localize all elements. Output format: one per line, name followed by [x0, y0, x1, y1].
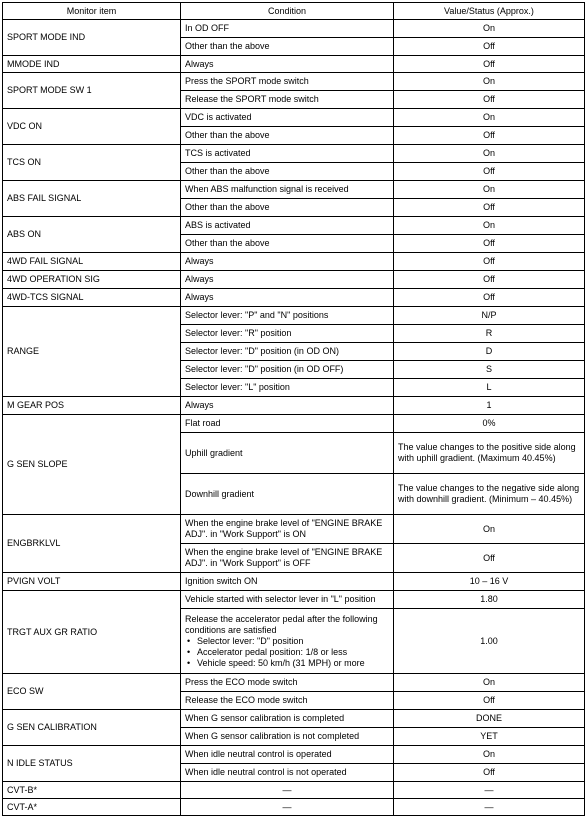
condition-cell: Always	[181, 253, 394, 271]
condition-cell: Other than the above	[181, 199, 394, 217]
value-cell: D	[394, 343, 585, 361]
condition-intro-text: Release the accelerator pedal after the following conditions are satisfied	[185, 613, 378, 635]
condition-cell: When idle neutral control is not operated	[181, 764, 394, 782]
value-cell: On	[394, 73, 585, 91]
value-cell: On	[394, 181, 585, 199]
table-row	[3, 674, 585, 692]
value-cell: Off	[394, 692, 585, 710]
condition-cell: Selector lever: "D" position (in OD ON)	[181, 343, 394, 361]
table-header-row	[3, 3, 585, 20]
table-row	[3, 56, 585, 73]
monitor-item-cell: TCS ON	[3, 145, 181, 181]
condition-cell: In OD OFF	[181, 20, 394, 38]
value-cell: Off	[394, 764, 585, 782]
monitor-item-table	[2, 2, 585, 816]
value-cell: Off	[394, 56, 585, 73]
condition-cell: Other than the above	[181, 38, 394, 56]
value-cell: 10 – 16 V	[394, 573, 585, 591]
condition-cell: Other than the above	[181, 127, 394, 145]
value-cell: On	[394, 746, 585, 764]
condition-cell: When G sensor calibration is not completed	[181, 728, 394, 746]
table-row	[3, 746, 585, 764]
table-row	[3, 253, 585, 271]
condition-cell: TCS is activated	[181, 145, 394, 163]
monitor-item-cell: CVT-B*	[3, 782, 181, 799]
condition-cell: —	[181, 799, 394, 816]
table-row	[3, 515, 585, 544]
condition-cell: When ABS malfunction signal is received	[181, 181, 394, 199]
value-cell: On	[394, 674, 585, 692]
monitor-item-cell: SPORT MODE SW 1	[3, 73, 181, 109]
table-row	[3, 710, 585, 728]
condition-cell: Selector lever: "R" position	[181, 325, 394, 343]
header-value-status: Value/Status (Approx.)	[394, 3, 585, 20]
value-cell: R	[394, 325, 585, 343]
monitor-item-cell: M GEAR POS	[3, 397, 181, 415]
monitor-item-cell: VDC ON	[3, 109, 181, 145]
condition-cell: VDC is activated	[181, 109, 394, 127]
condition-cell: When the engine brake level of "ENGINE BRAKE ADJ". in "Work Support" is OFF	[181, 544, 394, 573]
list-item: • Accelerator pedal position: 1/8 or less	[185, 647, 389, 658]
list-item: • Vehicle speed: 50 km/h (31 MPH) or more	[185, 658, 389, 669]
value-cell: Off	[394, 91, 585, 109]
condition-cell: ABS is activated	[181, 217, 394, 235]
table-row	[3, 217, 585, 235]
list-item: • Selector lever: "D" position	[185, 636, 389, 647]
monitor-item-cell: 4WD OPERATION SIG	[3, 271, 181, 289]
condition-cell: Release the SPORT mode switch	[181, 91, 394, 109]
header-condition: Condition	[181, 3, 394, 20]
table-row	[3, 289, 585, 307]
table-row	[3, 799, 585, 816]
monitor-item-cell: G SEN CALIBRATION	[3, 710, 181, 746]
value-cell: The value changes to the positive side along with uphill gradient. (Maximum 40.45%)	[394, 433, 585, 474]
table-row	[3, 73, 585, 91]
value-cell: On	[394, 145, 585, 163]
value-cell: Off	[394, 235, 585, 253]
table-row	[3, 573, 585, 591]
value-cell: On	[394, 217, 585, 235]
table-row	[3, 397, 585, 415]
monitor-item-cell: SPORT MODE IND	[3, 20, 181, 56]
monitor-item-cell: ABS FAIL SIGNAL	[3, 181, 181, 217]
table-row	[3, 271, 585, 289]
condition-cell: Selector lever: "L" position	[181, 379, 394, 397]
condition-cell: Press the ECO mode switch	[181, 674, 394, 692]
value-cell: YET	[394, 728, 585, 746]
table-row	[3, 20, 585, 38]
value-cell: Off	[394, 163, 585, 181]
condition-cell: When G sensor calibration is completed	[181, 710, 394, 728]
value-cell: Off	[394, 253, 585, 271]
monitor-item-cell: RANGE	[3, 307, 181, 397]
value-cell: Off	[394, 271, 585, 289]
value-cell: Off	[394, 127, 585, 145]
condition-cell: When idle neutral control is operated	[181, 746, 394, 764]
table-row	[3, 109, 585, 127]
monitor-item-cell: CVT-A*	[3, 799, 181, 816]
value-cell: N/P	[394, 307, 585, 325]
condition-cell: Release the ECO mode switch	[181, 692, 394, 710]
condition-cell: Ignition switch ON	[181, 573, 394, 591]
value-cell: S	[394, 361, 585, 379]
value-cell: On	[394, 20, 585, 38]
condition-cell: Selector lever: "P" and "N" positions	[181, 307, 394, 325]
table-row	[3, 782, 585, 799]
value-cell: —	[394, 799, 585, 816]
condition-cell: Other than the above	[181, 235, 394, 253]
condition-cell: Always	[181, 397, 394, 415]
value-cell: Off	[394, 544, 585, 573]
table-row	[3, 181, 585, 199]
table-row	[3, 415, 585, 433]
value-cell: Off	[394, 289, 585, 307]
condition-cell: Always	[181, 271, 394, 289]
condition-cell: Selector lever: "D" position (in OD OFF)	[181, 361, 394, 379]
value-cell: Off	[394, 199, 585, 217]
condition-cell: Press the SPORT mode switch	[181, 73, 394, 91]
condition-cell: Always	[181, 56, 394, 73]
monitor-item-cell: ABS ON	[3, 217, 181, 253]
monitor-item-cell: TRGT AUX GR RATIO	[3, 591, 181, 674]
value-cell: Off	[394, 38, 585, 56]
value-cell: L	[394, 379, 585, 397]
value-cell: 1.00	[394, 609, 585, 674]
value-cell: The value changes to the negative side along with downhill gradient. (Minimum – 40.45%)	[394, 474, 585, 515]
condition-cell: When the engine brake level of "ENGINE BRAKE ADJ". in "Work Support" is ON	[181, 515, 394, 544]
condition-cell: Vehicle started with selector lever in "L" position	[181, 591, 394, 609]
monitor-item-cell: PVIGN VOLT	[3, 573, 181, 591]
monitor-item-cell: N IDLE STATUS	[3, 746, 181, 782]
value-cell: 1.80	[394, 591, 585, 609]
monitor-item-cell: ENGBRKLVL	[3, 515, 181, 573]
value-cell: —	[394, 782, 585, 799]
condition-bullet-list	[185, 636, 389, 669]
table-row	[3, 307, 585, 325]
monitor-item-cell: G SEN SLOPE	[3, 415, 181, 515]
value-cell: On	[394, 515, 585, 544]
table-row	[3, 591, 585, 609]
table-row	[3, 145, 585, 163]
header-monitor-item: Monitor item	[3, 3, 181, 20]
monitor-item-cell: 4WD FAIL SIGNAL	[3, 253, 181, 271]
value-cell: 0%	[394, 415, 585, 433]
condition-cell: Downhill gradient	[181, 474, 394, 515]
condition-cell: Always	[181, 289, 394, 307]
value-cell: DONE	[394, 710, 585, 728]
monitor-item-cell: ECO SW	[3, 674, 181, 710]
condition-cell: Flat road	[181, 415, 394, 433]
value-cell: On	[394, 109, 585, 127]
monitor-item-cell: MMODE IND	[3, 56, 181, 73]
monitor-item-cell: 4WD-TCS SIGNAL	[3, 289, 181, 307]
condition-cell: Uphill gradient	[181, 433, 394, 474]
condition-cell	[181, 609, 394, 674]
value-cell: 1	[394, 397, 585, 415]
condition-cell: —	[181, 782, 394, 799]
condition-cell: Other than the above	[181, 163, 394, 181]
